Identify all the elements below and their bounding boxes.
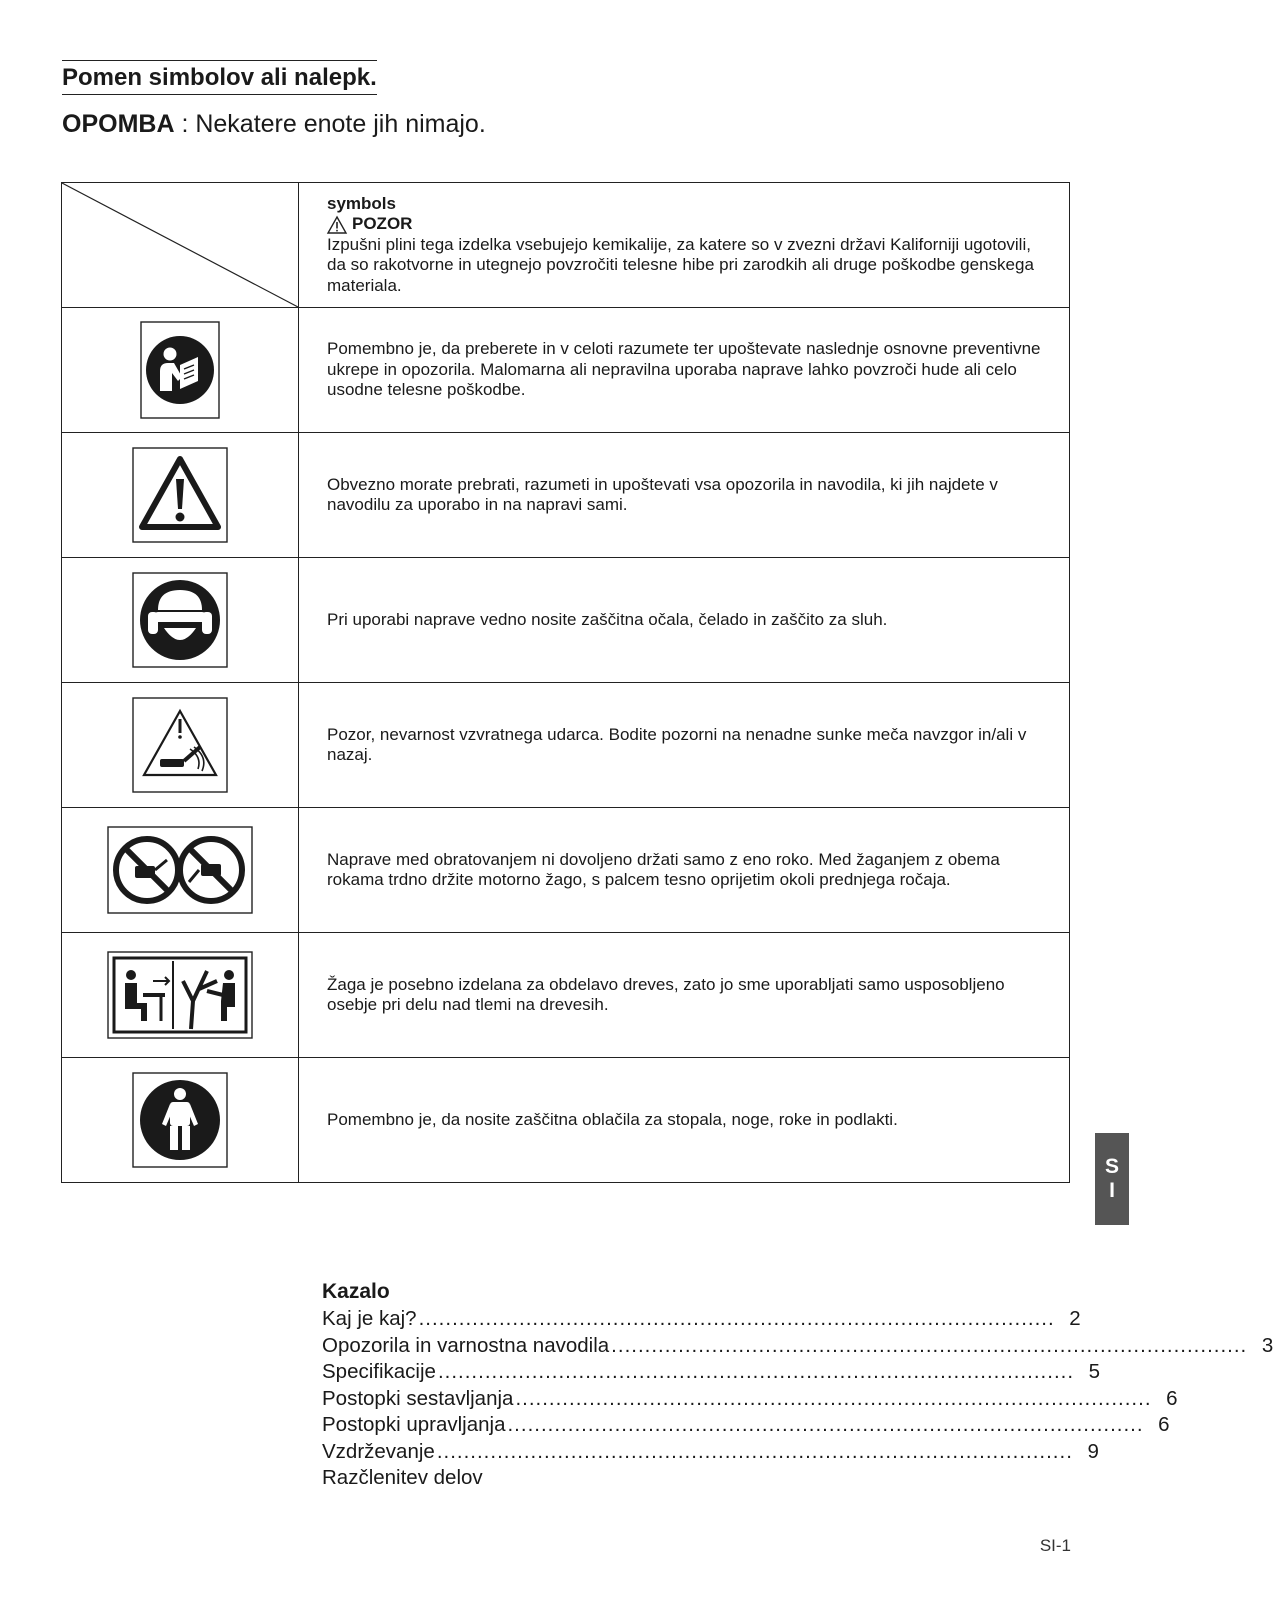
- table-row: [62, 433, 1070, 558]
- table-row: [62, 808, 1070, 933]
- symbol-cell: [62, 933, 299, 1058]
- description-cell: Obvezno morate prebrati, razumeti in upoštevati vsa opozorila in navodila, ki jih najdete v navodilu za uporabo in na napravi sami.: [299, 433, 1070, 558]
- note-text: : Nekatere enote jih nimajo.: [174, 110, 486, 138]
- toc-item[interactable]: [322, 1466, 867, 1493]
- table-row: [62, 308, 1070, 433]
- note-line: [62, 110, 486, 139]
- toc-item[interactable]: [322, 1360, 1101, 1387]
- symbol-cell: [62, 1058, 299, 1183]
- language-tab: [1095, 1133, 1129, 1225]
- toc-item-label: Razčlenitev delov: [322, 1466, 483, 1489]
- pozor-description: Izpušni plini tega izdelka vsebujejo kemikalije, za katere so v zvezni državi Kaliforniji ugotovili, da so rakotvorne in utegnejo povzročiti telesne hibe pri zarodkih ali druge poškodbe genskega materiala.: [327, 234, 1034, 295]
- note-label: OPOMBA: [62, 110, 175, 138]
- toc-item-dots: ...............................................................................................: [515, 1386, 1152, 1410]
- table-row: [62, 1058, 1070, 1183]
- language-tab-line2: I: [1109, 1179, 1115, 1202]
- header-text-cell: [299, 183, 1070, 308]
- protective-clothing-icon: [132, 1072, 228, 1168]
- toc-item-dots: ...............................................................................................: [436, 1439, 1073, 1463]
- toc-item-label: Postopki upravljanja: [322, 1413, 506, 1436]
- warning-small-icon: [327, 216, 347, 234]
- language-tab-line1: S: [1104, 1155, 1119, 1178]
- symbol-cell: [62, 308, 299, 433]
- toc-item[interactable]: [322, 1333, 1273, 1361]
- description-cell: Pomembno je, da nosite zaščitna oblačila za stopala, noge, roke in podlakti.: [299, 1058, 1070, 1183]
- description-cell: Pozor, nevarnost vzvratnega udarca. Bodite pozorni na nenadne sunke meča navzgor in/ali v nazaj.: [299, 683, 1070, 808]
- table-row: [62, 558, 1070, 683]
- toc-item-label: Specifikacije: [322, 1360, 436, 1383]
- toc-item-label: Kaj je kaj?: [322, 1307, 417, 1330]
- toc-item-label: Opozorila in varnostna navodila: [322, 1333, 610, 1357]
- toc-item-page: 6: [1158, 1413, 1170, 1436]
- toc-item-label: Vzdrževanje: [322, 1439, 435, 1463]
- toc-item[interactable]: [322, 1413, 1170, 1440]
- diagonal-line: [62, 183, 298, 307]
- table-of-contents: [322, 1280, 1273, 1493]
- page-number: SI-1: [1039, 1536, 1071, 1555]
- toc-item-dots: ...............................................................................................: [437, 1360, 1075, 1383]
- symbol-cell: [62, 558, 299, 683]
- trained-operator-tree-icon: [107, 951, 253, 1039]
- toc-item-dots: ...............................................................................................: [611, 1333, 1248, 1357]
- kickback-warning-icon: [132, 697, 228, 793]
- symbol-cell: [62, 808, 299, 933]
- symbol-cell: [62, 683, 299, 808]
- toc-item-page: 5: [1088, 1360, 1101, 1383]
- description-cell: Pomembno je, da preberete in v celoti razumete ter upoštevate naslednje osnovne preventivne ukrepe in opozorila. Malomarna ali nepravilna uporaba naprave lahko povzroči hude ali celo usodne telesne poškodbe.: [299, 308, 1070, 433]
- warning-triangle-icon: [132, 447, 228, 543]
- toc-item[interactable]: [322, 1307, 1081, 1334]
- toc-item-dots: ...............................................................................................: [507, 1413, 1144, 1436]
- toc-title: Kazalo: [322, 1280, 390, 1303]
- toc-item-page: 9: [1087, 1439, 1099, 1463]
- symbol-cell: [62, 433, 299, 558]
- no-one-hand-operation-icon: [107, 826, 253, 914]
- toc-item-page: 2: [1069, 1307, 1081, 1330]
- table-row: [62, 683, 1070, 808]
- header-diagonal-cell: [62, 183, 299, 308]
- toc-item[interactable]: [322, 1386, 1178, 1414]
- symbols-table: [61, 182, 1070, 1183]
- description-cell: Naprave med obratovanjem ni dovoljeno držati samo z eno roko. Med žaganjem z obema rokama trdno držite motorno žago, s palcem tesno oprijetim okoli prednjega ročaja.: [299, 808, 1070, 933]
- symbols-title: symbols: [327, 193, 396, 213]
- toc-item-page: 3: [1261, 1333, 1273, 1357]
- table-row: [62, 933, 1070, 1058]
- toc-item-label: Postopki sestavljanja: [322, 1386, 514, 1410]
- toc-item-dots: ...............................................................................................: [418, 1307, 1055, 1330]
- toc-item-page: 6: [1166, 1386, 1178, 1410]
- toc-item[interactable]: [322, 1439, 1099, 1467]
- pozor-text: POZOR: [352, 214, 413, 234]
- description-cell: Žaga je posebno izdelana za obdelavo dreves, zato jo sme uporabljati samo usposobljeno osebje pri delu nad tlemi na drevesih.: [299, 933, 1070, 1058]
- description-cell: Pri uporabi naprave vedno nosite zaščitna očala, čelado in zaščito za sluh.: [299, 558, 1070, 683]
- pozor-label: [327, 214, 1045, 235]
- read-manual-icon: [140, 321, 220, 419]
- table-header-row: [62, 183, 1070, 308]
- page-heading: Pomen simbolov ali nalepk.: [62, 60, 377, 95]
- head-protection-icon: [132, 572, 228, 668]
